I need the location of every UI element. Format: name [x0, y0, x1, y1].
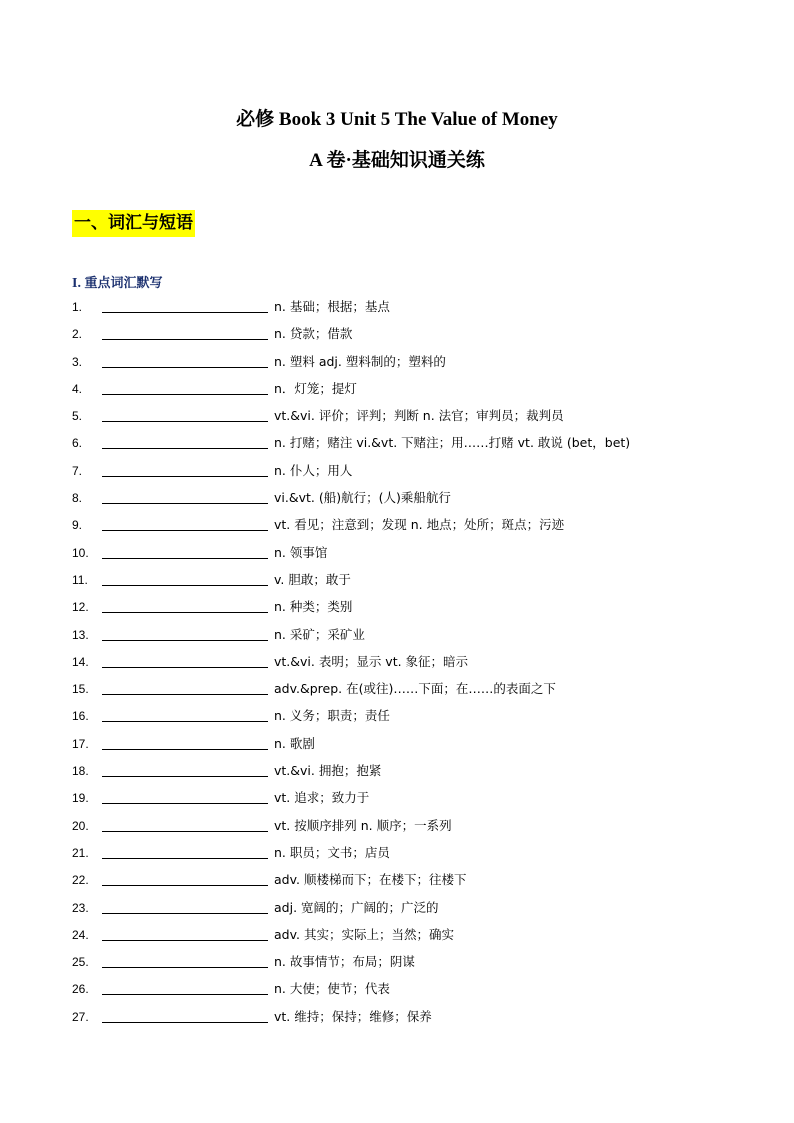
list-item — [72, 542, 772, 569]
item-number: 2. — [72, 327, 83, 342]
item-number: 5. — [72, 409, 83, 424]
answer-blank[interactable] — [102, 721, 268, 722]
item-definition: n. 义务；职责；责任 — [274, 708, 390, 724]
list-item — [72, 624, 772, 651]
list-item — [72, 651, 772, 678]
list-item — [72, 705, 772, 732]
item-definition: n. 种类；类别 — [274, 599, 353, 615]
answer-blank[interactable] — [102, 585, 268, 586]
answer-blank[interactable] — [102, 885, 268, 886]
item-definition: v. 胆敢；敢于 — [274, 571, 351, 587]
item-definition: n. 领事馆 — [274, 544, 328, 560]
item-definition: vt. 按顺序排列 n. 顺序；一系列 — [274, 817, 452, 833]
item-number: 23. — [72, 900, 89, 915]
item-number: 26. — [72, 982, 89, 997]
answer-blank[interactable] — [102, 476, 268, 477]
item-definition: n. 打赌；赌注 vi.&vt. 下赌注；用……打赌 vt. 敢说 (bet，bet) — [274, 435, 631, 451]
answer-blank[interactable] — [102, 339, 268, 340]
item-number: 3. — [72, 354, 83, 369]
answer-blank[interactable] — [102, 530, 268, 531]
item-definition: vt.&vi. 拥抱；抱紧 — [274, 763, 382, 779]
answer-blank[interactable] — [102, 694, 268, 695]
list-item — [72, 678, 772, 705]
item-number: 4. — [72, 381, 83, 396]
answer-blank[interactable] — [102, 749, 268, 750]
answer-blank[interactable] — [102, 994, 268, 995]
list-item — [72, 514, 772, 541]
list-item — [72, 978, 772, 1005]
list-item — [72, 323, 772, 350]
item-number: 24. — [72, 927, 89, 942]
item-number: 7. — [72, 463, 83, 478]
section-heading: 一、词汇与短语 — [72, 210, 195, 237]
item-number: 21. — [72, 845, 89, 860]
answer-blank[interactable] — [102, 394, 268, 395]
answer-blank[interactable] — [102, 640, 268, 641]
item-number: 19. — [72, 791, 89, 806]
item-definition: n. 仆人；用人 — [274, 462, 353, 478]
item-definition: vi.&vt. (船)航行；(人)乘船航行 — [274, 490, 451, 506]
list-item — [72, 951, 772, 978]
list-item — [72, 569, 772, 596]
list-item — [72, 296, 772, 323]
page-subtitle: A 卷·基础知识通关练 — [309, 150, 485, 171]
answer-blank[interactable] — [102, 558, 268, 559]
list-item — [72, 487, 772, 514]
list-item — [72, 1006, 772, 1033]
item-number: 6. — [72, 436, 83, 451]
item-definition: vt.&vi. 评价；评判；判断 n. 法官；审判员；裁判员 — [274, 408, 564, 424]
answer-blank[interactable] — [102, 667, 268, 668]
item-number: 8. — [72, 491, 83, 506]
item-definition: n. 塑料 adj. 塑料制的；塑料的 — [274, 353, 446, 369]
answer-blank[interactable] — [102, 448, 268, 449]
answer-blank[interactable] — [102, 1022, 268, 1023]
item-definition: n. 故事情节；布局；阴谋 — [274, 954, 415, 970]
answer-blank[interactable] — [102, 612, 268, 613]
list-item — [72, 897, 772, 924]
item-number: 25. — [72, 955, 89, 970]
item-number: 12. — [72, 600, 89, 615]
item-definition: n. 采矿；采矿业 — [274, 626, 365, 642]
item-number: 20. — [72, 818, 89, 833]
item-definition: adv. 其实；实际上；当然；确实 — [274, 926, 454, 942]
answer-blank[interactable] — [102, 803, 268, 804]
item-number: 10. — [72, 545, 89, 560]
item-number: 13. — [72, 627, 89, 642]
list-item — [72, 869, 772, 896]
list-item — [72, 596, 772, 623]
answer-blank[interactable] — [102, 312, 268, 313]
item-number: 9. — [72, 518, 83, 533]
item-definition: n. 职员；文书；店员 — [274, 844, 390, 860]
item-definition: n. 基础；根据；基点 — [274, 299, 390, 314]
list-item — [72, 787, 772, 814]
item-definition: adv.&prep. 在(或往)……下面；在……的表面之下 — [274, 681, 556, 697]
vocab-list — [72, 296, 772, 1033]
page-title: 必修 Book 3 Unit 5 The Value of Money — [236, 109, 558, 130]
item-number: 15. — [72, 682, 89, 697]
item-definition: vt. 看见；注意到；发现 n. 地点；处所；斑点；污迹 — [274, 517, 565, 533]
item-definition: n．灯笼；提灯 — [274, 380, 357, 396]
list-item — [72, 432, 772, 459]
answer-blank[interactable] — [102, 913, 268, 914]
answer-blank[interactable] — [102, 967, 268, 968]
item-number: 11. — [72, 572, 88, 587]
item-definition: vt.&vi. 表明；显示 vt. 象征；暗示 — [274, 653, 469, 669]
answer-blank[interactable] — [102, 367, 268, 368]
item-number: 1. — [72, 300, 83, 314]
list-item — [72, 733, 772, 760]
answer-blank[interactable] — [102, 831, 268, 832]
subsection-title: 重点词汇默写 — [84, 276, 163, 291]
item-number: 27. — [72, 1009, 89, 1024]
item-number: 17. — [72, 736, 89, 751]
item-definition: vt. 追求；致力于 — [274, 790, 370, 806]
item-number: 18. — [72, 764, 89, 779]
answer-blank[interactable] — [102, 503, 268, 504]
item-number: 16. — [72, 709, 89, 724]
list-item — [72, 460, 772, 487]
answer-blank[interactable] — [102, 858, 268, 859]
item-definition: adj. 宽阔的；广阔的；广泛的 — [274, 899, 439, 915]
answer-blank[interactable] — [102, 776, 268, 777]
item-number: 14. — [72, 654, 89, 669]
item-definition: adv. 顺楼梯而下；在楼下；往楼下 — [274, 872, 467, 888]
answer-blank[interactable] — [102, 940, 268, 941]
list-item — [72, 351, 772, 378]
list-item — [72, 378, 772, 405]
answer-blank[interactable] — [102, 421, 268, 422]
subsection-roman: I. — [72, 276, 81, 291]
list-item — [72, 405, 772, 432]
list-item — [72, 815, 772, 842]
subsection-heading — [72, 272, 162, 292]
item-definition: n. 贷款；借款 — [274, 326, 353, 342]
list-item — [72, 842, 772, 869]
item-number: 22. — [72, 873, 89, 888]
list-item — [72, 760, 772, 787]
list-item — [72, 924, 772, 951]
item-definition: n. 大使；使节；代表 — [274, 981, 390, 997]
item-definition: n. 歌剧 — [274, 735, 315, 751]
item-definition: vt. 维持；保持；维修；保养 — [274, 1008, 432, 1024]
